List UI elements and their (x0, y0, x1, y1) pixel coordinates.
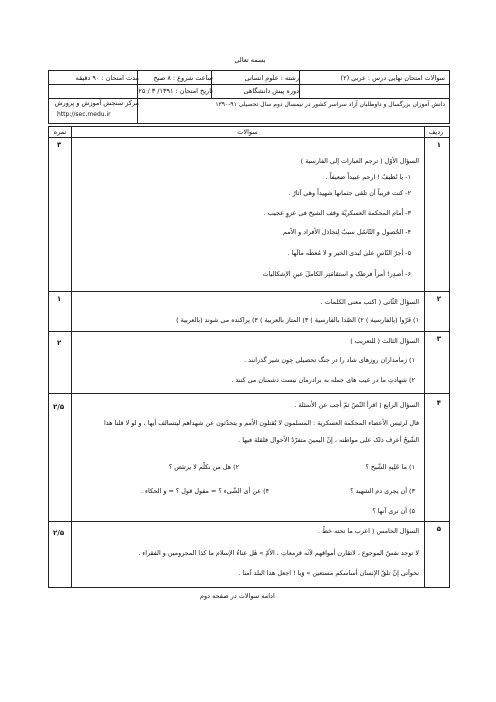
q4-passage-1: قال لرئیس الأعضاء المحکمة العسکریة : المسلمون لا یُقتلون الأمم و یتحدّثون عن شهداهم لیتسالف أیها ، و لو لا قلنا هذا (103, 419, 419, 427)
q2-score: ۱ (57, 295, 62, 303)
col-questions-header: سوالات (237, 128, 258, 136)
q5-item-2: نحوآتی إنّ تلقّ الإنسان أساسکم مستعین » وَیا ! اجعل هذا البلد آمنا . (238, 569, 419, 577)
start-time-label: ساعت شروع : ۸ صبح (153, 74, 213, 82)
q3-number: ۳ (436, 335, 441, 343)
field-label: رشته : علوم انسانی (244, 74, 299, 82)
q4-question-1: ۱) ما عَلِیهِ الشّیخ ؟ (365, 463, 415, 471)
q4-number: ۴ (436, 399, 441, 407)
course-label: دوره پیش دانشگاهی (243, 87, 299, 95)
col-row-header: ردیف (428, 128, 444, 136)
q4-question-4: ۴) عن أی الشّیء ؟ = مقول قول ؟ = و الحکاء . (140, 487, 269, 495)
q1-item-4: ۴- الحُصول و التّاسُل سببٌ لِتخاذل الأفراد و الأمم (282, 228, 411, 236)
col-score-header: نمره (53, 128, 67, 136)
q4-passage-2: الشّیخُ أعرف ذلک علی مواطنه ، إنّ الیمینَ متفرّدٌ الأحوال قلقلة فیها . (238, 436, 419, 444)
q2-title: السؤال الثّانی ( اکتب معنی الکلمات . (320, 298, 419, 306)
q1-item-1: ۱- یا نُظيفُ ! ارحم عبیداً ضعیفاً . (325, 173, 411, 181)
q1-item-2: ۲- کنت قریباً أن تلقی جثمانها شهیداً وهی آثارٌ . (288, 189, 411, 197)
q2-number: ۲ (436, 295, 441, 303)
q4-question-3: ۳) أن یجری دم الشهید ؟ (350, 487, 415, 495)
website-label: http://sec.medu.ir (57, 111, 111, 118)
q4-score: ۲/۵ (53, 403, 65, 411)
q5-score: ۲/۵ (53, 529, 65, 537)
org-line: دانش آموزان بزرگسال و داوطلبان آزاد سراسر کشور در نیمسال دوم سال تحصیلی ۹۱-۱۳۹۰ (215, 101, 445, 108)
questions-table (48, 126, 450, 588)
q4-question-5: ۵) أن تری آنها ؟ (372, 507, 415, 515)
subject-label: سوالات امتحان نهایی درس : عربی (۲) (340, 74, 445, 82)
center-label: مرکز سنجش آموزش و پرورش (54, 99, 139, 107)
q3-item-2: ۲) شهادتِ ما در عیب های جمله به برادرمان نیست دشمنان می کنند . (231, 376, 415, 384)
q1-number: ۱ (436, 141, 441, 149)
q3-title: السؤال الثالث ( للتعریب ) (350, 337, 419, 345)
q4-question-2: ۲) هل من نکلّم لا یرتئص ؟ (168, 463, 239, 471)
duration-label: مدت امتحان : ۹۰ دقیقه (75, 74, 139, 82)
q3-score: ۲ (57, 339, 62, 347)
q5-title: السؤال الخامس ( اعرب ما تحته خطّ . (317, 527, 419, 535)
q1-item-3: ۳- اُمام المحکمة العسکریّة وقف الشیخ فی عزوٍ عجیب . (263, 209, 411, 217)
top-label: بسمه تعالی (234, 56, 266, 64)
q3-item-1: ۱) زمامداران روزهای شاد را در جنگ تحصیلی چون شیر گذرانند . (244, 356, 415, 364)
q1-item-5: ۵- أجرُ النّاسِ علی تُبدی الخیر و لا مُعطَه مالَها . (287, 249, 411, 257)
q1-title: السؤال الأوّل ( ترجم العبارات إلى الفارسية ) (300, 157, 419, 165)
exam-header (48, 70, 450, 124)
q1-score: ۳ (57, 141, 62, 149)
q1-item-6: ۶- أصدِر! أمراً فرطک و استقامَتِر الکاملَ عینِ الإشکالیات (262, 270, 411, 278)
q5-number: ۵ (436, 525, 441, 533)
continuation-note: ادامه سوالات در صفحه دوم (200, 592, 275, 600)
q4-title: السؤال الرابع ( اقرأ النّصّ ثمّ أجب عن الأسئلة . (294, 401, 419, 409)
exam-date-label: تاریخ امتحان : ۱۳۹۱/ ۳ / ۲۵ (138, 87, 213, 95)
q2-items: ۱) فَرّوا (بالفارسیة ) ۲) الصّدا بالفارسیة ) ۳) المتاز بالعربیة ) ۴) پراکنده می شوند (بالعربیة ) (176, 316, 419, 324)
q5-item-1: لا توجد نفسٌ الموجوع ، لاتقارن أمواقهم لآنه قرمعاتِ ، الأمّ » هٰل عناءُ الإسلام ما کذا المحرومین و الفقراء . (138, 549, 419, 557)
